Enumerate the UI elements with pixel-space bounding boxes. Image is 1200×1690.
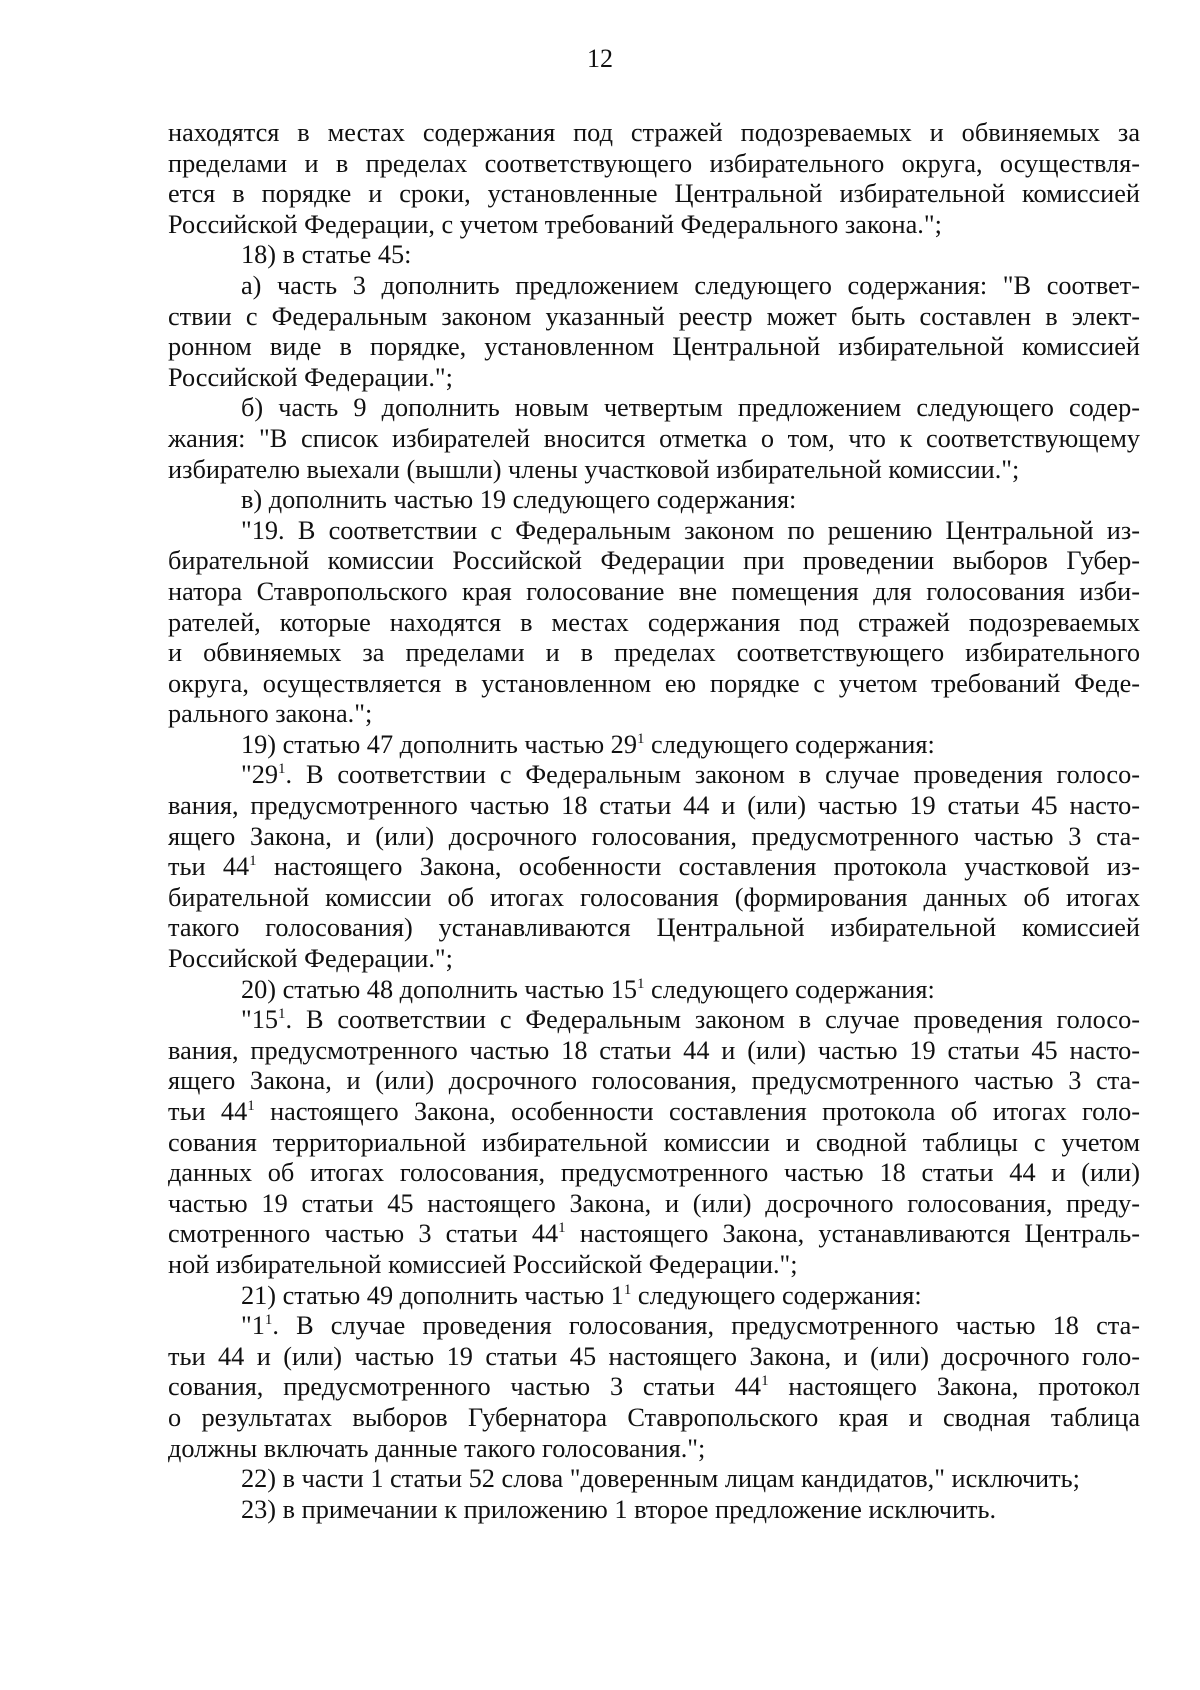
text-line-segment: пределами и в пределах соответствующего избирательного округа, осуществля- — [168, 148, 1140, 178]
text-line-segment: натора Ставропольского края голосование вне помещения для голосования изби- — [168, 576, 1140, 606]
text-line-segment: бирательной комиссии Российской Федерации при проведении выборов Губер- — [168, 546, 1140, 576]
text-line-segment: 19) статью 47 дополнить частью 29 — [241, 729, 637, 759]
text-line-segment: настоящего Закона, устанавливаются Централь- — [565, 1219, 1140, 1249]
text-line — [168, 1281, 1140, 1312]
text-line-segment: находятся в местах содержания под стражей подозреваемых и обвиняемых за — [168, 118, 1140, 147]
text-line — [168, 975, 1140, 1006]
text-line-segment: . В соответствии с Федеральным законом в случае проведения голосо- — [285, 1005, 1140, 1035]
text-line-segment: 18) в статье 45: — [241, 240, 412, 270]
text-line-segment: избирателю выехали (вышли) члены участковой избирательной комиссии."; — [168, 454, 1020, 484]
text-line-segment: "29 — [241, 760, 279, 790]
text-line — [168, 1434, 1140, 1465]
text-line — [168, 455, 1140, 486]
text-line-segment: "1 — [241, 1311, 265, 1341]
text-line — [168, 1464, 1140, 1495]
text-line-segment: ящего Закона, и (или) досрочного голосования, предусмотренного частью 3 ста- — [168, 1066, 1140, 1096]
text-line-segment: Российской Федерации."; — [168, 944, 453, 974]
text-line-segment: 22) в части 1 статьи 52 слова "доверенным лицам кандидатов," исключить; — [241, 1464, 1080, 1494]
text-line-segment: настоящего Закона, протокол — [768, 1372, 1140, 1402]
text-line-segment: сования территориальной избирательной комиссии и сводной таблицы с учетом — [168, 1127, 1140, 1157]
text-line-segment: настоящего Закона, особенности составления протокола об итогах голо- — [254, 1097, 1141, 1126]
text-line-segment: ящего Закона, и (или) досрочного голосования, предусмотренного частью 3 ста- — [168, 821, 1140, 851]
superscript-index: 1 — [636, 730, 645, 747]
text-line-segment: и обвиняемых за пределами и в пределах соответствующего избирательного — [168, 638, 1140, 668]
text-line-segment: . В соответствии с Федеральным законом в случае проведения голосо- — [285, 760, 1140, 790]
text-line — [168, 240, 1140, 271]
text-line — [168, 1372, 1140, 1403]
text-line-segment: "15 — [241, 1005, 279, 1035]
text-line — [168, 302, 1140, 333]
text-line-segment: рального закона."; — [168, 699, 373, 729]
text-line-segment: а) часть 3 дополнить предложением следующего содержания: "В соответ- — [241, 270, 1140, 300]
superscript-index: 1 — [761, 1373, 769, 1390]
text-line-segment: сования, предусмотренного частью 3 статьи 44 — [168, 1372, 762, 1402]
text-line — [168, 210, 1140, 241]
text-line-segment: частью 19 статьи 45 настоящего Закона, и (или) досрочного голосования, преду- — [168, 1188, 1140, 1218]
text-line-segment: округа, осуществляется в установленном ею порядке с учетом требований Феде- — [168, 668, 1140, 698]
superscript-index: 1 — [264, 1312, 273, 1329]
text-line — [168, 1311, 1140, 1342]
text-line — [168, 669, 1140, 700]
text-line — [168, 852, 1140, 883]
text-line-segment: ствии с Федеральным законом указанный реестр может быть составлен в элект- — [168, 301, 1140, 331]
text-line-segment: ется в порядке и сроки, установленные Центральной избирательной комиссией — [168, 179, 1140, 209]
superscript-index: 1 — [278, 761, 286, 778]
text-line-segment: настоящего Закона, особенности составления протокола участковой из- — [256, 852, 1141, 882]
text-line-segment: в) дополнить частью 19 следующего содержания: — [241, 485, 797, 515]
text-line-segment: жания: "В список избирателей вносится отметка о том, что к соответствующему — [168, 423, 1140, 453]
text-line — [168, 1128, 1140, 1159]
text-line — [168, 608, 1140, 639]
text-line-segment: тьи 44 и (или) частью 19 статьи 45 настоящего Закона, и (или) досрочного голо- — [168, 1341, 1140, 1371]
text-line — [168, 913, 1140, 944]
text-line-segment: следующего содержания: — [631, 1280, 922, 1310]
superscript-index: 1 — [623, 1281, 632, 1298]
text-line-segment: вания, предусмотренного частью 18 статьи 44 и (или) частью 19 статьи 45 насто- — [168, 791, 1140, 821]
text-line-segment: следующего содержания: — [644, 729, 935, 759]
text-line — [168, 791, 1140, 822]
text-line-segment: о результатах выборов Губернатора Ставропольского края и сводная таблица — [168, 1402, 1140, 1432]
text-line — [168, 424, 1140, 455]
text-line — [168, 822, 1140, 853]
text-line — [168, 577, 1140, 608]
text-line — [168, 1219, 1140, 1250]
text-line-segment: ронном виде в порядке, установленном Центральной избирательной комиссией — [168, 332, 1140, 362]
superscript-index: 1 — [249, 853, 257, 870]
text-line — [168, 363, 1140, 394]
text-line — [168, 1158, 1140, 1189]
text-line — [168, 1097, 1140, 1128]
superscript-index: 1 — [558, 1220, 566, 1237]
text-line-segment: вания, предусмотренного частью 18 статьи 44 и (или) частью 19 статьи 45 насто- — [168, 1035, 1140, 1065]
text-line — [168, 332, 1140, 363]
text-line-segment: следующего содержания: — [644, 974, 935, 1004]
text-line-segment: ной избирательной комиссией Российской Федерации."; — [168, 1249, 798, 1279]
text-line — [168, 271, 1140, 302]
document-body — [168, 118, 1140, 1525]
text-line — [168, 883, 1140, 914]
text-line — [168, 485, 1140, 516]
text-line — [168, 1250, 1140, 1281]
text-line — [168, 1066, 1140, 1097]
text-line — [168, 1342, 1140, 1373]
text-line-segment: "19. В соответствии с Федеральным законом по решению Центральной из- — [241, 515, 1140, 545]
text-line — [168, 546, 1140, 577]
superscript-index: 1 — [636, 975, 645, 992]
text-line — [168, 638, 1140, 669]
superscript-index: 1 — [247, 1098, 255, 1114]
text-line — [168, 1495, 1140, 1526]
text-line-segment: б) часть 9 дополнить новым четвертым предложением следующего содер- — [241, 393, 1140, 423]
text-line — [168, 730, 1140, 761]
superscript-index: 1 — [278, 1006, 286, 1023]
text-line-segment: бирательной комиссии об итогах голосования (формирования данных об итогах — [168, 882, 1140, 912]
text-line — [168, 1189, 1140, 1220]
text-line-segment: Российской Федерации, с учетом требований Федерального закона."; — [168, 209, 942, 239]
text-line — [168, 1403, 1140, 1434]
text-line — [168, 393, 1140, 424]
text-line-segment: 21) статью 49 дополнить частью 1 — [241, 1280, 624, 1310]
text-line-segment: 20) статью 48 дополнить частью 15 — [241, 974, 637, 1004]
page-number: 12 — [587, 44, 613, 73]
text-line — [168, 699, 1140, 730]
text-line-segment: Российской Федерации."; — [168, 362, 453, 392]
text-line — [168, 944, 1140, 975]
text-line — [168, 118, 1140, 149]
text-line — [168, 1005, 1140, 1036]
text-line-segment: . В случае проведения голосования, предусмотренного частью 18 ста- — [272, 1311, 1140, 1341]
text-line-segment: должны включать данные такого голосования."; — [168, 1433, 706, 1463]
text-line-segment: рателей, которые находятся в местах содержания под стражей подозреваемых — [168, 607, 1140, 637]
text-line-segment: 23) в примечании к приложению 1 второе предложение исключить. — [241, 1494, 997, 1524]
text-line-segment: данных об итогах голосования, предусмотренного частью 18 статьи 44 и (или) — [168, 1158, 1140, 1188]
text-line — [168, 1036, 1140, 1067]
text-line-segment: тьи 44 — [168, 852, 250, 882]
text-line-segment: тьи 44 — [168, 1097, 248, 1126]
text-line — [168, 179, 1140, 210]
text-line — [168, 516, 1140, 547]
text-line-segment: такого голосования) устанавливаются Центральной избирательной комиссией — [168, 913, 1140, 943]
text-line — [168, 760, 1140, 791]
text-line-segment: смотренного частью 3 статьи 44 — [168, 1219, 559, 1249]
text-line — [168, 149, 1140, 180]
